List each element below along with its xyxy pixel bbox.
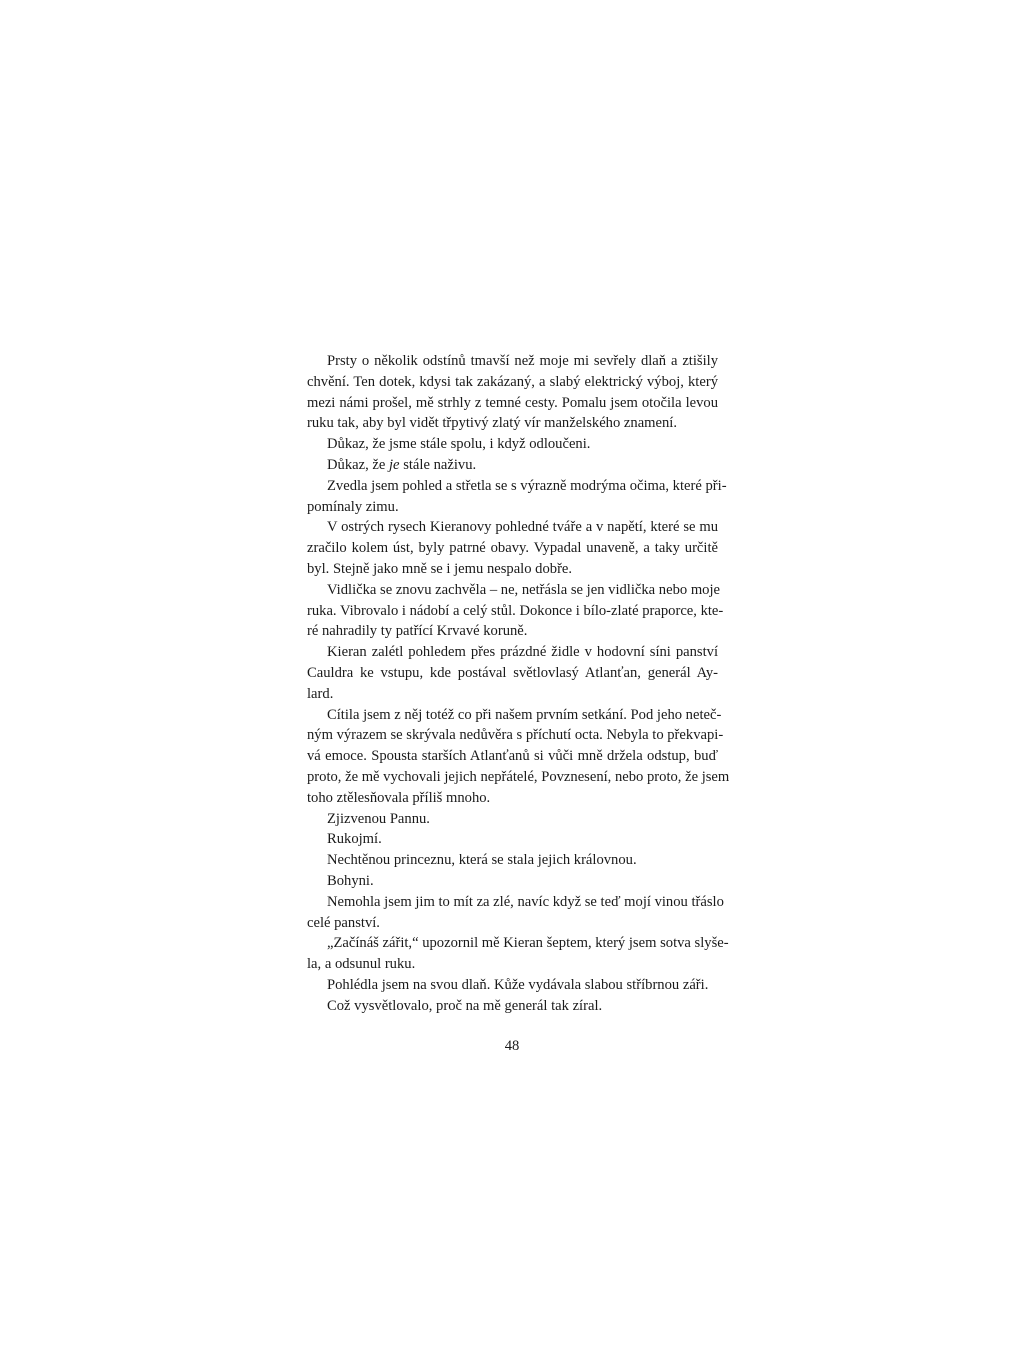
paragraph [307, 351, 718, 434]
text-line: byl. Stejně jako mně se i jemu nespalo dobře. [307, 560, 573, 577]
text-line: ré nahradily ty patřící Krvavé koruně. [307, 623, 528, 640]
body-text [307, 351, 730, 1017]
paragraph [307, 434, 718, 455]
text-line: ným výrazem se skrývala nedůvěra s příchutí octa. Nebyla to překvapi- [307, 727, 724, 744]
text-line: Nemohla jsem jim to mít za zlé, navíc když se teď mojí vinou třáslo [327, 893, 724, 910]
text-line: proto, že mě vychovali jejich nepřátelé, Povznesení, nebo proto, že jsem [307, 768, 730, 785]
text-line: Rukojmí. [327, 831, 382, 848]
text-line: Důkaz, že je stále naživu. [327, 456, 477, 473]
text-line: Cauldra ke vstupu, kde postával světlovlasý Atlanťan, generál Ay- [307, 664, 718, 681]
text-line: mezi námi prošel, mě strhly z temné cesty. Pomalu jsem otočila levou [307, 394, 718, 411]
paragraph [307, 850, 718, 871]
paragraph [307, 809, 718, 830]
text-line: Důkaz, že jsme stále spolu, i když odloučeni. [327, 436, 591, 453]
text-line: Bohyni. [327, 872, 374, 889]
text-line: vá emoce. Spousta starších Atlanťanů si vůči mně držela odstup, buď [307, 748, 718, 765]
page-number: 48 [504, 1038, 520, 1054]
text-line: Kieran zalétl pohledem přes prázdné židle v hodovní síni panství [327, 644, 718, 661]
text-line: Nechtěnou princeznu, která se stala jejich královnou. [327, 852, 637, 869]
text-line: ruku tak, aby byl vidět třpytivý zlatý vír manželského znamení. [307, 415, 678, 432]
text-line: lard. [307, 685, 334, 702]
text-line: Zvedla jsem pohled a střetla se s výrazně modrýma očima, které při- [327, 477, 727, 494]
text-line: la, a odsunul ruku. [307, 956, 416, 973]
text-line: pomínaly zimu. [307, 498, 399, 515]
paragraph [307, 933, 729, 975]
paragraph [307, 871, 718, 892]
paragraph [307, 705, 730, 809]
text-line: Což vysvětlovalo, proč na mě generál tak zíral. [327, 997, 603, 1014]
text-line: Prsty o několik odstínů tmavší než moje mi sevřely dlaň a ztišily [327, 353, 718, 369]
text-line: Cítila jsem z něj totéž co při našem prvním setkání. Pod jeho neteč- [327, 706, 722, 723]
emphasis: je [389, 456, 400, 473]
text-line: chvění. Ten dotek, kdysi tak zakázaný, a slabý elektrický výboj, který [307, 373, 718, 390]
text-line: toho ztělesňovala příliš mnoho. [307, 789, 491, 806]
paragraph [307, 892, 724, 934]
text-line: zračilo kolem úst, byly patrné obavy. Vypadal unaveně, a taky určitě [307, 540, 718, 557]
paragraph [307, 476, 727, 518]
paragraph [307, 996, 718, 1017]
paragraph [307, 829, 718, 850]
paragraph [307, 517, 718, 579]
paragraph [307, 580, 724, 642]
text-line: Vidlička se znovu zachvěla – ne, netřásla se jen vidlička nebo moje [327, 581, 721, 598]
text-line: ruka. Vibrovalo i nádobí a celý stůl. Dokonce i bílo-zlaté praporce, kte- [307, 602, 724, 619]
text-line: V ostrých rysech Kieranovy pohledné tváře a v napětí, které se mu [327, 519, 718, 536]
text-line: „Začínáš zářit,“ upozornil mě Kieran šeptem, který jsem sotva slyše- [327, 935, 729, 952]
paragraph [307, 642, 718, 704]
text-line: Zjizvenou Pannu. [327, 810, 430, 827]
paragraph [307, 975, 718, 996]
text-line: Pohlédla jsem na svou dlaň. Kůže vydávala slabou stříbrnou záři. [327, 976, 709, 993]
text-line: celé panství. [307, 914, 380, 931]
paragraph [307, 455, 718, 476]
